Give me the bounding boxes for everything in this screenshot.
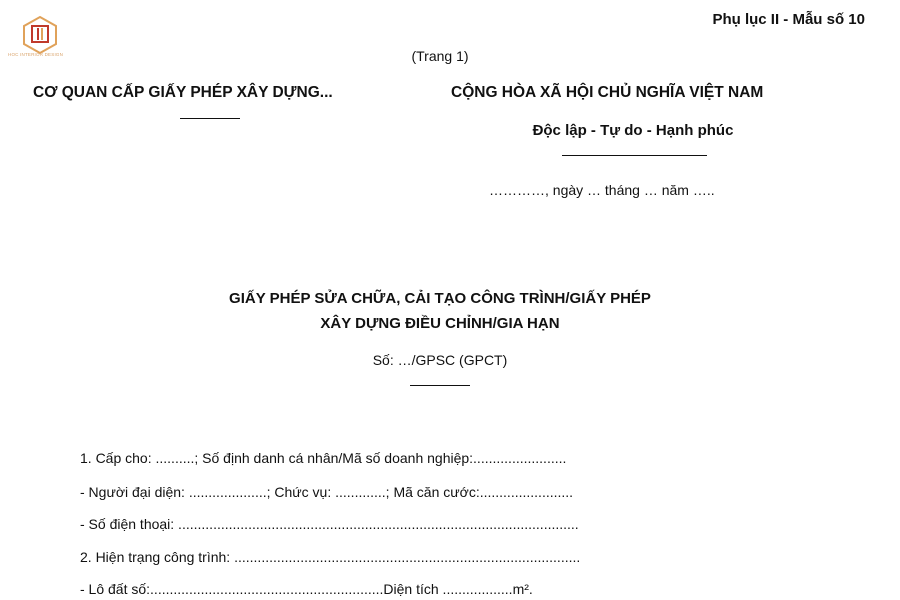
- document-title-line2: XÂY DỰNG ĐIỀU CHỈNH/GIA HẠN: [320, 315, 560, 332]
- field-issued-to: 1. Cấp cho: ..........; Số định danh cá nhân/Mã số doanh nghiệp:........................: [80, 450, 567, 466]
- field-phone: - Số điện thoại: .......................................................................................................: [80, 516, 579, 532]
- document-number: Số: …/GPSC (GPCT): [372, 352, 508, 368]
- issuing-agency: CƠ QUAN CẤP GIẤY PHÉP XÂY DỰNG...: [33, 84, 333, 101]
- page-label: (Trang 1): [411, 48, 469, 64]
- title-divider: [410, 385, 470, 386]
- appendix-label: Phụ lục II - Mẫu số 10: [712, 11, 865, 28]
- field-representative: - Người đại diện: ....................; Chức vụ: .............; Mã căn cước:........................: [80, 484, 574, 500]
- logo-caption: HOC INTERIOR DESIGN: [8, 52, 64, 57]
- nation-name: CỘNG HÒA XÃ HỘI CHỦ NGHĨA VIỆT NAM: [451, 84, 764, 101]
- field-current-status: 2. Hiện trạng công trình: .........................................................................................: [80, 549, 581, 565]
- date-line: …………, ngày … tháng … năm …..: [489, 182, 715, 198]
- national-motto: Độc lập - Tự do - Hạnh phúc: [532, 122, 734, 139]
- field-lot: - Lô đất số:............................................................Diện tích ..................m².: [80, 581, 533, 597]
- document-title-line1: GIẤY PHÉP SỬA CHỮA, CẢI TẠO CÔNG TRÌNH/GIẤY PHÉP: [229, 290, 651, 307]
- agency-divider: [180, 118, 240, 119]
- motto-divider: [562, 155, 707, 156]
